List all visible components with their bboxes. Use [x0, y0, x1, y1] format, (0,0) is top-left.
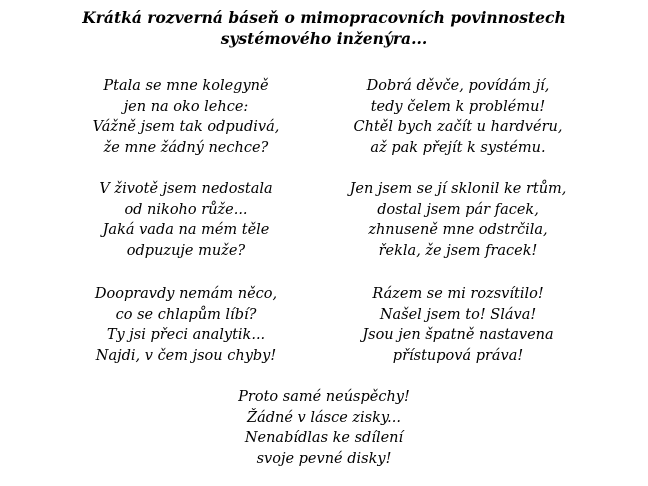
verse-line: od nikoho růže...: [124, 201, 248, 218]
verse-line: Najdi, v čem jsou chyby!: [95, 347, 277, 364]
verse-line: jen na oko lehce:: [123, 98, 249, 115]
verse-line: Doopravdy nemám něco,: [94, 286, 278, 302]
verse-line: řekla, že jsem fracek!: [378, 242, 538, 259]
verse-line: Jsou jen špatně nastavena: [362, 327, 554, 343]
verse-line: Žádné v lásce zisky...: [247, 409, 401, 426]
poem-title-line-1: Krátká rozverná báseň o mimopracovních povinnostech: [82, 8, 566, 27]
verse-line: co se chlapům líbí?: [115, 306, 257, 323]
poem-title-line-2: systémového inženýra...: [220, 29, 428, 48]
verse-line: tedy čelem k problému!: [370, 98, 546, 115]
verse-line: Jaká vada na mém těle: [102, 222, 270, 238]
verse-line: Jen jsem se jí sklonil ke rtům,: [349, 181, 567, 197]
verse-line: zhnuseně mne odstrčila,: [368, 222, 548, 238]
verse-line: dostal jsem pár facek,: [377, 201, 539, 218]
verse-line: Dobrá děvče, povídám jí,: [366, 78, 550, 94]
stanza-1: [60, 76, 312, 158]
stanza-4: [328, 179, 588, 261]
verse-line: Našel jsem to! Sláva!: [379, 306, 537, 323]
verse-line: svoje pevné disky!: [256, 450, 392, 467]
verse-line: přístupová práva!: [392, 347, 524, 364]
verse-line: Proto samé neúspěchy!: [238, 389, 410, 405]
verse-line: Nenabídlas ke sdílení: [244, 430, 404, 446]
verse-line: V životě jsem nedostala: [99, 181, 273, 197]
verse-line: Rázem se mi rozsvítilo!: [372, 286, 544, 302]
stanza-6: [328, 284, 588, 366]
stanza-7: [194, 387, 454, 469]
verse-line: že mne žádný nechce?: [103, 139, 269, 156]
stanza-3: [60, 179, 312, 261]
verse-line: odpuzuje muže?: [126, 242, 246, 259]
verse-line: Ptala se mne kolegyně: [103, 78, 269, 94]
verse-line: až pak přejít k systému.: [370, 139, 546, 156]
verse-line: Vážně jsem tak odpudivá,: [92, 119, 280, 135]
stanza-2: [328, 76, 588, 158]
stanza-5: [60, 284, 312, 366]
verse-line: Chtěl bych začít u hardvéru,: [353, 119, 563, 135]
poem-title: [0, 7, 648, 49]
verse-line: Ty jsi přeci analytik...: [106, 327, 266, 343]
